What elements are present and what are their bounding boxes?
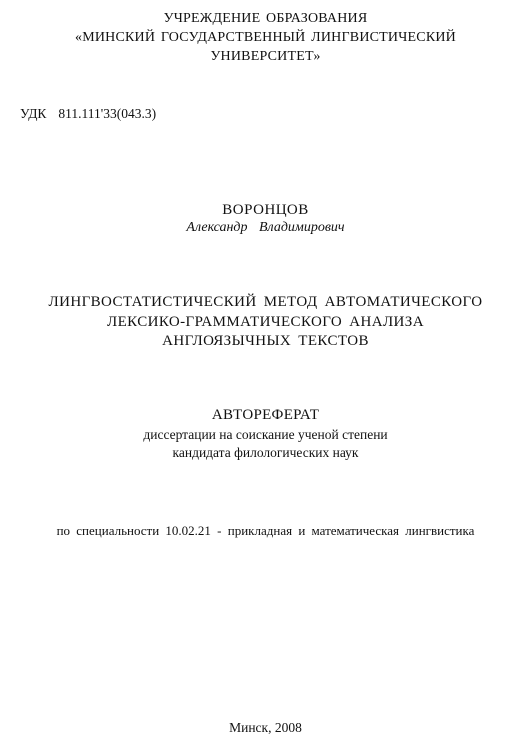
city-year: Минск, 2008: [229, 720, 302, 735]
udk-label: УДК: [20, 106, 47, 121]
abstract-line-2: кандидата филологических наук: [172, 445, 359, 460]
udk-line: [20, 107, 156, 121]
institution-line-2: «МИНСКИЙ ГОСУДАРСТВЕННЫЙ ЛИНГВИСТИЧЕСКИЙ: [75, 30, 456, 45]
thesis-title-line-2: ЛЕКСИКО-ГРАММАТИЧЕСКОГО АНАЛИЗА: [107, 314, 424, 330]
thesis-title-line-1: ЛИНГВОСТАТИСТИЧЕСКИЙ МЕТОД АВТОМАТИЧЕСКОГО: [48, 294, 483, 310]
author-given-names: Александр Владимирович: [186, 220, 345, 235]
institution-line-1: УЧРЕЖДЕНИЕ ОБРАЗОВАНИЯ: [163, 11, 368, 26]
institution-line-3: УНИВЕРСИТЕТ»: [210, 49, 321, 64]
udk-code: 811.111'33(043.3): [58, 106, 157, 121]
specialty-line: по специальности 10.02.21 - прикладная и математическая лингвистика: [56, 523, 475, 538]
abstract-line-1: диссертации на соискание ученой степени: [143, 427, 388, 442]
abstract-heading: АВТОРЕФЕРАТ: [211, 407, 320, 423]
author-surname: ВОРОНЦОВ: [222, 202, 309, 218]
thesis-title-line-3: АНГЛОЯЗЫЧНЫХ ТЕКСТОВ: [162, 333, 369, 349]
